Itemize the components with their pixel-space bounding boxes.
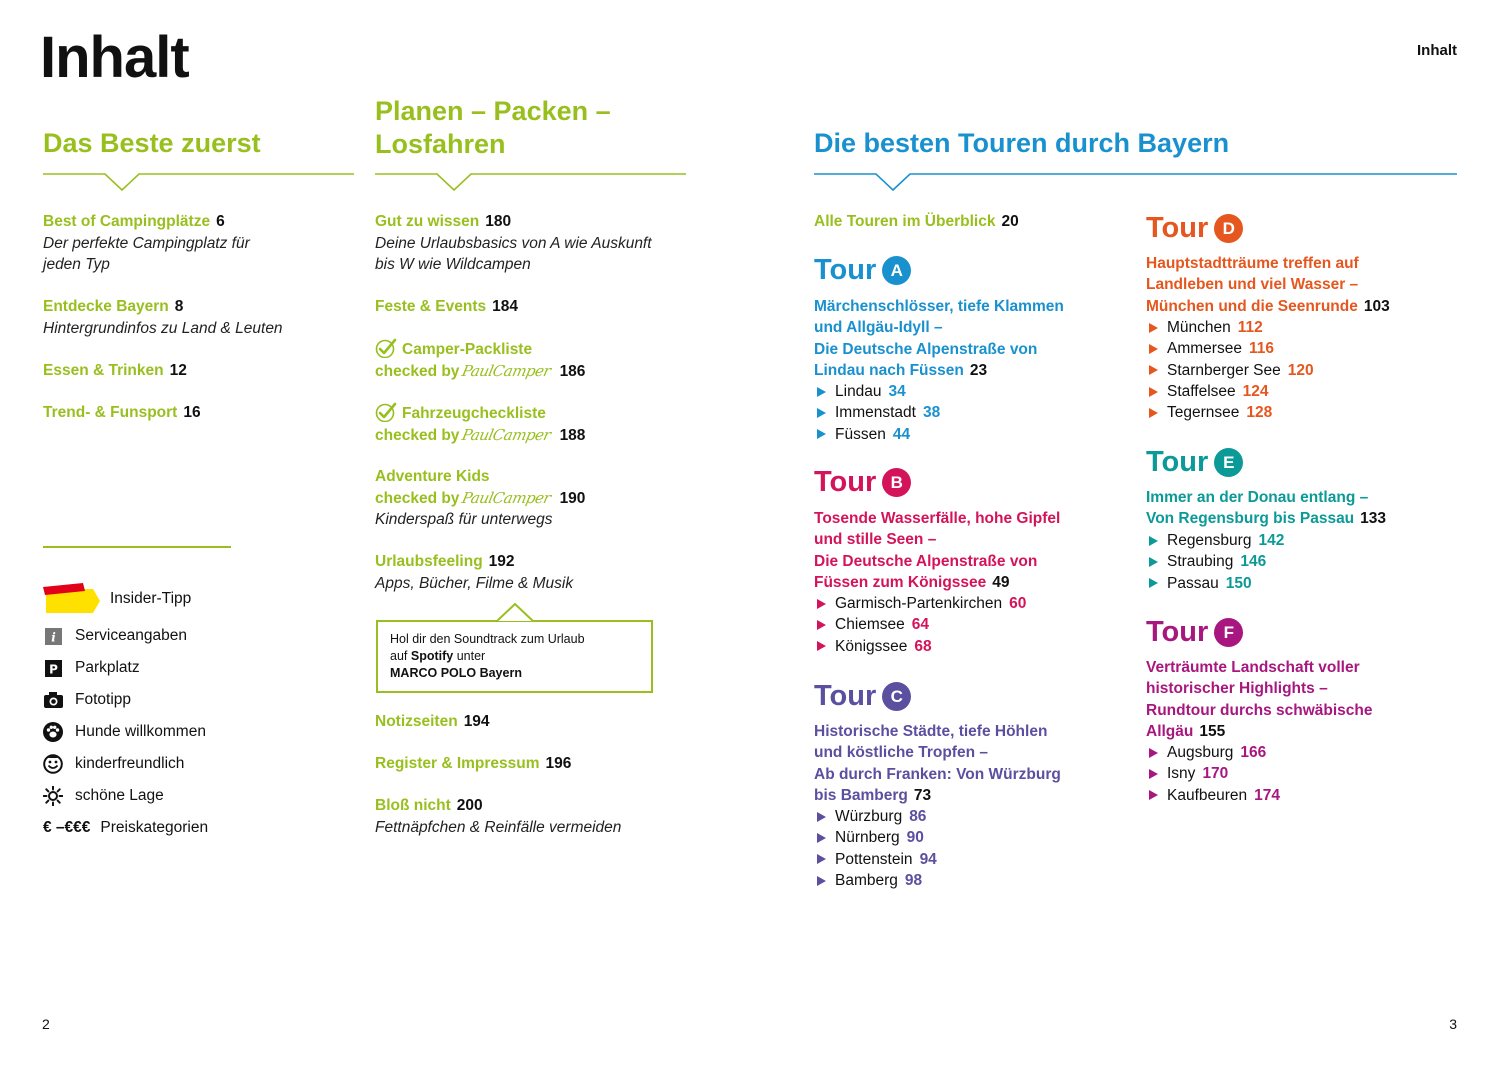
tour-stop[interactable] [1149,551,1266,572]
tour-stop-name: Würzburg [835,808,903,825]
toc-entry-label: Adventure Kids [375,468,490,485]
toc-entry-label: Essen & Trinken [43,362,164,379]
checked-by-label: checked by [375,489,460,507]
checked-by-label: checked by [375,362,460,380]
tour-description[interactable] [1146,253,1390,317]
tour-stop-name: Straubing [1167,553,1234,571]
section-rule-tours [814,171,1457,191]
triangle-bullet-icon [1149,365,1158,375]
tour-stop-name: Pottenstein [835,850,913,868]
toc-entry[interactable] [43,296,283,339]
triangle-bullet-icon [1149,790,1158,800]
tour-stop-name: Königssee [835,637,908,655]
triangle-bullet-icon [1149,536,1158,546]
sun-icon [43,786,63,806]
toc-entry-page: 190 [559,489,586,507]
folio-right: 3 [1449,1016,1457,1032]
triangle-bullet-icon [1149,344,1158,354]
tour-stop-name: Füssen [835,425,886,443]
toc-entry[interactable] [375,466,585,531]
triangle-bullet-icon [817,854,826,864]
toc-entry[interactable] [375,211,652,276]
tour-stop-page: 68 [914,637,932,655]
tour-heading [814,254,911,287]
triangle-bullet-icon [1149,408,1158,418]
triangle-bullet-icon [1149,748,1158,758]
tour-description-line: bis Bamberg 73 [814,786,932,804]
svg-text:P: P [48,662,58,676]
tour-stop[interactable] [1149,360,1314,381]
tour-stop-page: 128 [1246,404,1273,422]
tour-description-line: München und die Seenrunde 103 [1146,297,1390,315]
legend-dogs [43,722,206,742]
triangle-bullet-icon [817,408,826,418]
tour-letter-badge: A [882,256,911,285]
toc-entry-page: 196 [545,755,572,772]
toc-entry-subtitle: Kinderspaß für unterwegs [375,511,553,528]
toc-entry[interactable] [375,753,571,775]
toc-entry[interactable] [375,338,585,382]
toc-entry-label: Bloß nicht [375,797,451,814]
tour-description-line: und Allgäu-Idyll – [814,319,943,337]
tour-letter-badge: B [882,468,911,497]
tour-description-line: Von Regensburg bis Passau 133 [1146,510,1387,528]
tour-stop-name: München [1167,319,1231,336]
camera-icon [43,690,63,710]
toc-entry[interactable] [43,402,201,424]
tour-stop[interactable] [817,424,910,445]
legend-price [43,818,208,838]
toc-entry-page: 186 [559,362,586,380]
legend-label: Hunde willkommen [75,723,206,740]
insider-tip-icon [43,583,101,615]
tour-heading [814,680,911,713]
tour-stop[interactable] [817,593,1026,614]
toc-entry-subtitle: jeden Typ [43,256,110,273]
checked-by-label: checked by [375,426,460,444]
tour-description-line: Verträumte Landschaft voller [1146,659,1360,676]
running-head: Inhalt [1417,42,1457,59]
soundtrack-text: auf [390,649,411,663]
spotify-label: Spotify [410,649,454,663]
tour-stop-page: 174 [1254,786,1281,804]
tour-stop[interactable] [1149,402,1272,423]
tour-stop-name: Garmisch-Partenkirchen [835,595,1003,612]
toc-entry-page: 194 [463,713,490,730]
tour-word: Tour [814,680,877,712]
toc-entry-page: 12 [169,362,187,379]
legend-parking [43,658,140,678]
paulcamper-logo: PaulCamper [460,361,553,380]
tour-description-line: Allgäu 155 [1146,722,1226,740]
tour-stop-page: 34 [888,383,906,400]
toc-entry-label: Register & Impressum [375,755,540,772]
legend-label: schöne Lage [75,787,164,804]
tour-stop-page: 146 [1240,553,1267,571]
tour-stop[interactable] [817,636,932,657]
toc-entry-label: Best of Campingplätze [43,213,211,230]
tour-page: 23 [969,361,988,379]
tour-stop-page: 90 [906,829,924,847]
toc-entry-label: Alle Touren im Überblick [814,213,996,230]
triangle-bullet-icon [817,812,826,822]
tour-stop-page: 64 [911,616,930,634]
tour-stop[interactable] [1149,763,1228,784]
tour-stop-page: 44 [892,425,911,443]
tour-stop-page: 98 [904,871,923,889]
tour-stop[interactable] [1149,742,1266,763]
tour-description[interactable] [814,296,1064,381]
triangle-bullet-icon [1149,323,1158,333]
tour-stop-name: Passau [1167,574,1219,592]
tour-description[interactable] [814,721,1061,806]
tour-stop-name: Lindau [835,383,882,400]
tour-stop-page: 150 [1225,574,1252,592]
toc-entry-subtitle: Deine Urlaubsbasics von A wie Auskunft [375,234,652,252]
triangle-bullet-icon [1149,578,1158,588]
price-symbols: € –€€€ [43,819,91,836]
tour-stop-name: Regensburg [1167,532,1252,549]
check-icon [375,338,397,358]
legend-label: Serviceangaben [75,627,188,644]
tour-stop-page: 86 [909,808,927,825]
toc-entry-subtitle: Der perfekte Campingplatz für [43,234,250,252]
tour-page: 133 [1360,510,1387,528]
tour-description-line: Die Deutsche Alpenstraße von [814,552,1038,570]
legend-photo [43,690,131,710]
smiley-icon [43,754,63,774]
toc-entry[interactable] [43,211,250,276]
legend-label: kinderfreundlich [75,755,185,772]
legend-label: Preiskategorien [100,819,209,836]
tour-description-line: Märchenschlösser, tiefe Klammen [814,298,1064,315]
tour-letter-badge: C [882,682,911,711]
tour-description-line: Rundtour durchs schwäbische [1146,701,1373,719]
toc-entry-page: 200 [456,797,483,814]
tour-stop[interactable] [817,849,937,870]
toc-entry[interactable] [375,296,518,318]
tour-stop[interactable] [1149,381,1269,402]
triangle-bullet-icon [817,833,826,843]
toc-entry-label: Fahrzeugcheckliste [402,405,546,422]
tour-stop-name: Nürnberg [835,829,900,847]
tour-stop[interactable] [1149,785,1280,806]
tour-stop[interactable] [1149,338,1274,359]
tour-heading [1146,212,1243,245]
svg-text:i: i [50,630,56,644]
tour-stop-page: 120 [1287,361,1314,379]
toc-entry-page: 8 [174,298,184,315]
tour-word: Tour [1146,212,1209,244]
tour-word: Tour [814,466,877,498]
tour-heading [1146,446,1243,479]
triangle-bullet-icon [817,387,826,397]
tour-description-line: und stille Seen – [814,531,937,549]
tour-stop-page: 170 [1202,765,1229,783]
triangle-bullet-icon [1149,557,1158,567]
tour-stop-name: Bamberg [835,871,898,889]
folio-left: 2 [42,1016,50,1032]
toc-entry-label: Gut zu wissen [375,213,480,230]
legend-kids [43,754,184,774]
tour-stop[interactable] [817,806,926,827]
toc-entry[interactable] [375,402,585,446]
tour-stop[interactable] [817,402,940,423]
section-heading-line: Losfahren [375,129,506,159]
legend-label: Parkplatz [75,659,140,676]
triangle-bullet-icon [1149,769,1158,779]
triangle-bullet-icon [817,429,826,439]
section-heading-tours: Die besten Touren durch Bayern [814,128,1230,158]
tour-stop-page: 112 [1237,319,1263,336]
tour-description[interactable] [814,508,1060,593]
toc-entry-label: Entdecke Bayern [43,298,169,315]
tour-stop-name: Chiemsee [835,616,905,634]
toc-entry-page: 16 [183,404,201,421]
toc-entry-page: 188 [559,426,586,444]
toc-entry-subtitle: bis W wie Wildcampen [375,256,531,273]
tour-page: 49 [992,573,1010,591]
tour-stop[interactable] [817,870,922,891]
tour-stop-page: 38 [922,404,941,422]
tour-description-line: Hauptstadtträume treffen auf [1146,255,1359,272]
tour-stop-page: 94 [919,850,937,868]
tour-description-line: Ab durch Franken: Von Würzburg [814,765,1061,783]
tour-page: 73 [913,786,932,804]
triangle-bullet-icon [817,876,826,886]
tour-stop[interactable] [1149,573,1252,594]
tour-stop-page: 124 [1242,382,1269,400]
tour-stop-page: 60 [1009,595,1027,612]
section-heading-line: Planen – Packen – [375,96,611,126]
toc-entry-label: Feste & Events [375,298,487,315]
legend-label: Fototipp [75,691,132,708]
toc-entry-label: Urlaubsfeeling [375,553,483,570]
tour-description-line: Immer an der Donau entlang – [1146,489,1369,506]
toc-entry[interactable] [375,551,573,594]
legend-rule [43,546,231,548]
paw-icon [43,722,63,742]
toc-entry[interactable] [375,711,490,733]
tour-page: 103 [1363,297,1390,315]
section-rule-col2 [375,171,686,191]
tour-stop-name: Immenstadt [835,404,916,422]
tour-stop-name: Tegernsee [1167,404,1240,422]
tour-stop[interactable] [817,614,929,635]
legend-service [43,626,187,646]
tour-description-line: Historische Städte, tiefe Höhlen [814,723,1048,740]
paulcamper-logo: PaulCamper [460,488,553,507]
tour-word: Tour [1146,616,1209,648]
toc-entry-page: 20 [1001,213,1019,230]
tour-stop-page: 166 [1240,744,1267,761]
tour-stop-name: Starnberger See [1167,361,1281,379]
tour-description-line: historischer Highlights – [1146,680,1328,698]
tour-description-line: und köstliche Tropfen – [814,744,988,762]
tour-description-line: Landleben und viel Wasser – [1146,276,1359,294]
tour-description-line: Füssen zum Königssee 49 [814,573,1010,591]
tour-heading [1146,616,1243,649]
soundtrack-text: unter [453,649,486,663]
check-icon [375,402,397,422]
tour-description-line: Lindau nach Füssen 23 [814,361,988,379]
toc-entry-page: 180 [485,213,512,230]
tour-heading [814,466,911,499]
tour-stop[interactable] [817,827,924,848]
tour-stop-name: Staffelsee [1167,382,1236,400]
tour-stop-name: Isny [1167,765,1196,783]
tour-word: Tour [1146,446,1209,478]
tour-description[interactable] [1146,487,1386,530]
page-title: Inhalt [40,25,189,90]
triangle-bullet-icon [817,641,826,651]
toc-entry-label: Camper-Packliste [402,341,533,358]
tour-description-line: Tosende Wasserfälle, hohe Gipfel [814,510,1061,527]
tour-stop-page: 142 [1258,532,1285,549]
paulcamper-logo: PaulCamper [460,425,553,444]
section-heading-plan [375,95,611,161]
tour-stop-name: Ammersee [1167,340,1242,358]
toc-entry-subtitle: Hintergrundinfos zu Land & Leuten [43,319,283,337]
soundtrack-box [376,620,653,693]
toc-entry[interactable] [43,360,187,382]
tour-letter-badge: D [1214,214,1243,243]
triangle-bullet-icon [1149,387,1158,397]
toc-entry-page: 6 [216,213,225,230]
triangle-bullet-icon [817,620,826,630]
info-icon [43,626,63,646]
toc-entry-page: 192 [488,553,515,570]
tour-letter-badge: E [1214,448,1243,477]
toc-entry-overview[interactable] [814,211,1019,233]
tour-description-line: Die Deutsche Alpenstraße von [814,340,1038,358]
legend-label: Insider-Tipp [110,590,192,607]
triangle-bullet-icon [817,599,826,609]
tour-word: Tour [814,254,877,286]
tour-stop[interactable] [1149,317,1263,338]
toc-entry-page: 184 [492,298,519,315]
toc-entry[interactable] [375,795,621,838]
toc-entry-subtitle: Fettnäpfchen & Reinfälle vermeiden [375,818,622,836]
soundtrack-text: Hol dir den Soundtrack zum Urlaub [390,632,585,646]
toc-entry-subtitle: Apps, Bücher, Filme & Musik [375,574,574,592]
tour-page: 155 [1199,722,1226,740]
tour-stop[interactable] [817,381,906,402]
tour-stop-name: Kaufbeuren [1167,786,1248,804]
toc-entry-label: Trend- & Funsport [43,404,178,421]
tour-stop-name: Augsburg [1167,744,1234,761]
legend-insider-tip [43,583,191,615]
section-rule-col1 [43,171,354,191]
tour-description[interactable] [1146,657,1373,742]
soundtrack-box-notch [497,603,533,622]
tour-stop-page: 116 [1248,340,1274,358]
legend-view [43,786,164,806]
toc-entry-label: Notizseiten [375,713,458,730]
section-heading-best-first: Das Beste zuerst [43,128,261,158]
tour-stop[interactable] [1149,530,1284,551]
soundtrack-playlist: MARCO POLO Bayern [390,666,522,680]
tour-letter-badge: F [1214,618,1243,647]
parking-icon [43,658,63,678]
